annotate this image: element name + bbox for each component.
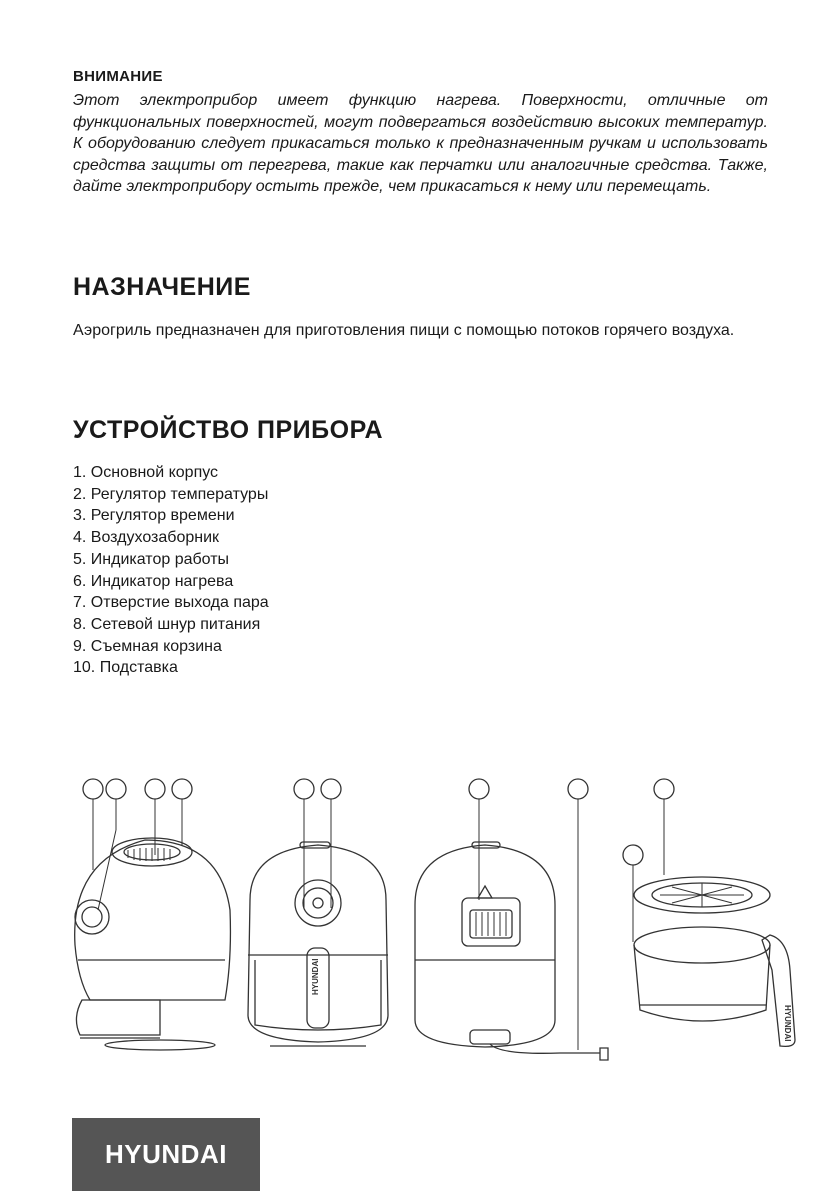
brand-logo: HYUNDAI <box>72 1118 260 1191</box>
device-diagram <box>0 770 839 1070</box>
device-heading: УСТРОЙСТВО ПРИБОРА <box>73 416 384 444</box>
part-item: 2. Регулятор температуры <box>73 485 269 503</box>
basket-and-stand <box>634 877 795 1046</box>
leader-lines <box>93 799 664 1050</box>
callout-markers <box>83 779 674 865</box>
airfryer-back-view <box>415 842 608 1060</box>
part-item: 5. Индикатор работы <box>73 550 230 568</box>
part-item: 9. Съемная корзина <box>73 637 222 655</box>
part-item: 7. Отверстие выхода пара <box>73 594 269 612</box>
airfryer-side-view <box>75 838 231 1050</box>
front-handle-label: HYUNDAI <box>311 958 320 995</box>
purpose-heading: НАЗНАЧЕНИЕ <box>73 273 251 301</box>
part-item: 1. Основной корпус <box>73 464 219 481</box>
parts-list <box>73 462 269 679</box>
purpose-text: Аэрогриль предназначен для приготовления пищи с помощью потоков горячего воздуха. <box>73 322 735 339</box>
part-item: 6. Индикатор нагрева <box>73 572 234 590</box>
warning-text: Этот электроприбор имеет функцию нагрева. Поверхности, отличные от функциональных поверхностей, могут подвергаться воздействию высоких температур. К оборудованию следует прикасаться только к предназначенным ручкам и использовать средства защиты от перегрева, такие как перчатки или аналогичные средства. Также, дайте электроприбору остыть прежде, чем прикасаться к нему или перемещать. <box>73 92 768 195</box>
airfryer-front-view <box>248 842 388 1046</box>
part-item: 10. Подставка <box>73 659 178 677</box>
warning-title: ВНИМАНИЕ <box>73 68 163 85</box>
part-item: 3. Регулятор времени <box>73 507 235 525</box>
part-item: 4. Воздухозаборник <box>73 529 220 547</box>
part-item: 8. Сетевой шнур питания <box>73 615 261 633</box>
basket-handle-label: HYUNDAI <box>783 1005 792 1042</box>
